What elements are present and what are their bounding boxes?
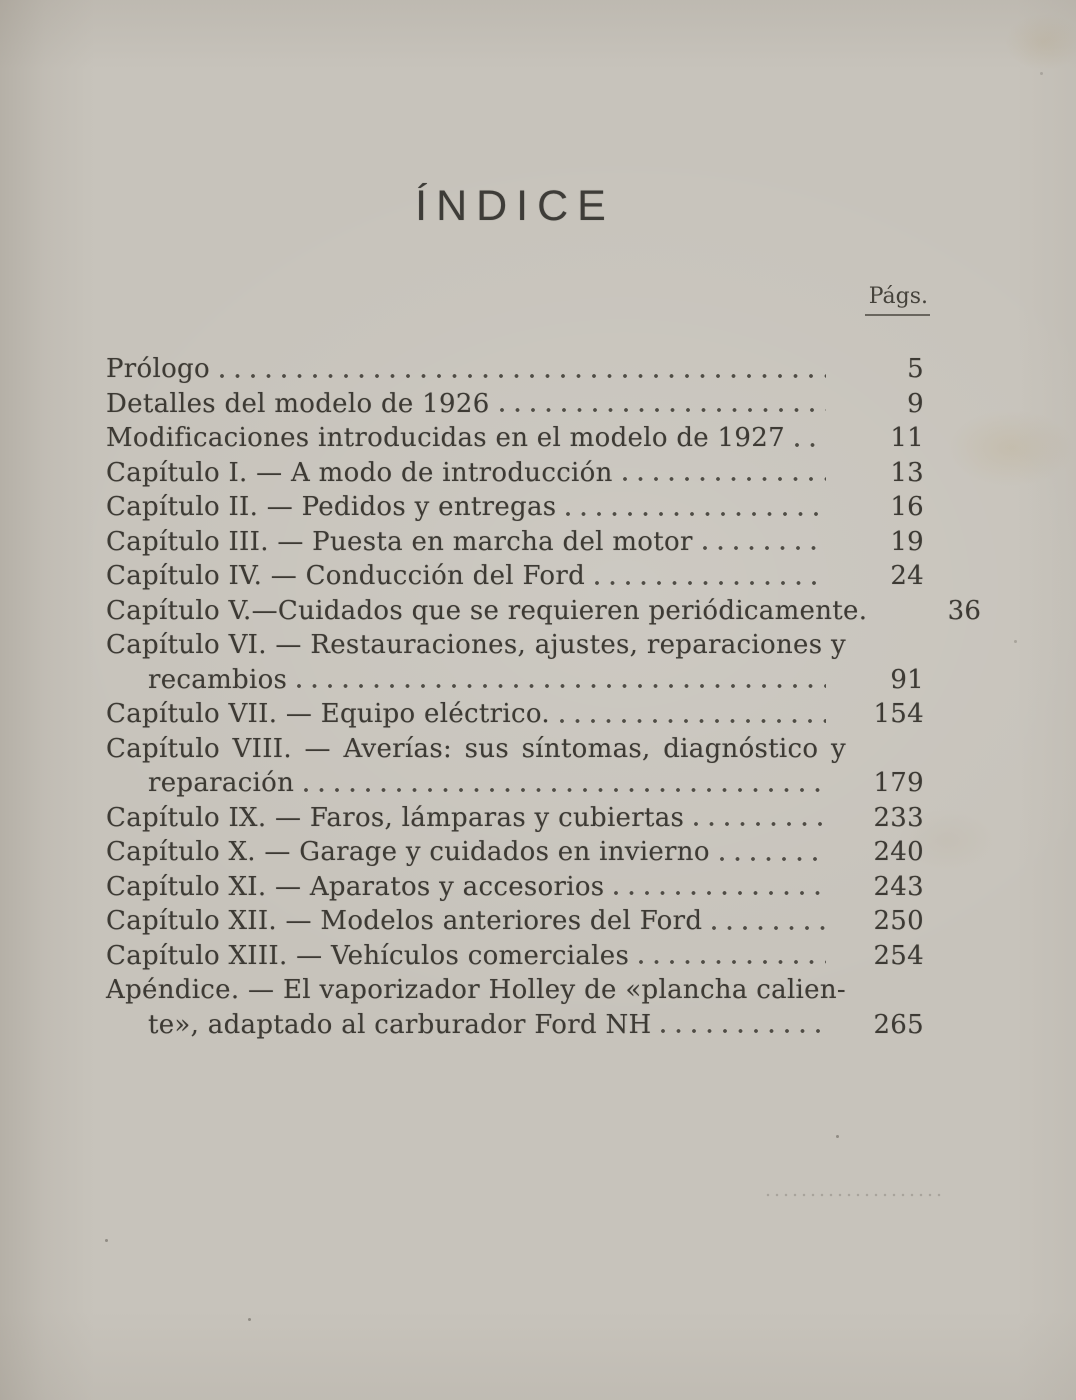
toc-entry-page: 179 xyxy=(873,768,924,798)
dot-leader xyxy=(304,786,826,793)
dot-leader xyxy=(614,889,826,896)
dot-leader xyxy=(661,1027,826,1034)
dot-leader xyxy=(595,579,826,586)
toc-entry-label: Capítulo IV. — Conducción del Ford xyxy=(106,561,586,591)
toc-entry-page: 24 xyxy=(890,561,924,591)
toc-entry xyxy=(106,490,928,525)
dot-leader xyxy=(560,717,826,724)
paper-speck xyxy=(1014,640,1017,643)
toc-entry-label: Capítulo VIII. — Averías: sus síntomas, diagnóstico y xyxy=(106,733,846,764)
paper-speck xyxy=(248,1318,251,1321)
toc-entry-label: te», adaptado al carburador Ford NH xyxy=(148,1009,652,1040)
toc-entry-continuation xyxy=(106,1008,928,1043)
toc-entry xyxy=(106,456,928,491)
toc-entry-label: Capítulo II. — Pedidos y entregas xyxy=(106,492,557,522)
dot-leader xyxy=(297,682,826,689)
toc-entry-page: 233 xyxy=(873,802,924,833)
dot-leader xyxy=(639,958,826,965)
toc-entry xyxy=(106,697,928,732)
dot-leader xyxy=(566,510,826,517)
toc-entry-page: 13 xyxy=(890,457,924,488)
toc-entry-label: Modificaciones introducidas en el modelo de 1927 xyxy=(106,423,785,453)
page-title: ÍNDICE xyxy=(415,182,615,230)
toc-entry-page: 16 xyxy=(890,492,924,522)
toc-entry-page: 250 xyxy=(873,906,924,936)
pages-column-header-label: Págs. xyxy=(865,284,930,316)
toc-entry-continuation xyxy=(106,766,928,801)
dot-leader xyxy=(220,372,826,379)
paper-speck xyxy=(836,1135,839,1138)
toc-entry xyxy=(106,835,928,870)
dot-leader xyxy=(500,406,826,413)
dot-leader xyxy=(623,475,826,482)
toc-entry xyxy=(106,904,928,939)
toc-entry xyxy=(106,352,928,387)
toc-entry xyxy=(106,870,928,905)
toc-entry-label: Capítulo V.—Cuidados que se requieren periódicamente. xyxy=(106,595,868,626)
toc-entry-page: 5 xyxy=(907,354,924,384)
table-of-contents xyxy=(106,352,982,1042)
toc-entry xyxy=(106,525,928,560)
toc-entry xyxy=(106,628,846,663)
toc-entry xyxy=(106,732,846,767)
toc-entry-label: Capítulo VII. — Equipo eléctrico. xyxy=(106,699,550,729)
toc-entry-label: Capítulo VI. — Restauraciones, ajustes, reparaciones y xyxy=(106,630,846,660)
toc-entry xyxy=(106,939,928,974)
dot-leader xyxy=(795,441,826,448)
toc-entry-label: Capítulo III. — Puesta en marcha del motor xyxy=(106,526,693,557)
paper-speck xyxy=(1040,72,1043,75)
toc-entry xyxy=(106,801,928,836)
toc-entry xyxy=(106,594,982,629)
dot-leader xyxy=(694,820,826,827)
toc-entry-label: Apéndice. — El vaporizador Holley de «plancha calien- xyxy=(106,975,846,1005)
dot-leader xyxy=(712,924,826,931)
toc-entry-page: 91 xyxy=(890,664,924,695)
toc-entry xyxy=(106,973,846,1008)
toc-entry-page: 36 xyxy=(947,595,982,626)
toc-entry-page: 265 xyxy=(873,1009,924,1040)
page-showthrough-mark xyxy=(766,1193,944,1197)
toc-entry-page: 254 xyxy=(873,940,924,971)
toc-entry-label: Capítulo XIII. — Vehículos comerciales xyxy=(106,940,630,971)
toc-entry-label: recambios xyxy=(148,664,288,695)
toc-entry-page: 243 xyxy=(873,871,924,902)
toc-entry xyxy=(106,387,928,422)
dot-leader xyxy=(703,544,826,551)
dot-leader xyxy=(720,855,826,862)
toc-entry-label: Capítulo X. — Garage y cuidados en invierno xyxy=(106,837,710,867)
toc-entry-label: Detalles del modelo de 1926 xyxy=(106,388,490,419)
toc-entry-label: Capítulo I. — A modo de introducción xyxy=(106,457,613,488)
toc-entry-label: Prólogo xyxy=(106,354,210,384)
dot-leader xyxy=(877,613,883,620)
toc-entry-label: Capítulo XI. — Aparatos y accesorios xyxy=(106,871,605,902)
toc-entry-page: 9 xyxy=(907,388,924,419)
toc-entry xyxy=(106,421,928,456)
toc-entry xyxy=(106,559,928,594)
toc-entry-page: 19 xyxy=(890,526,924,557)
toc-entry-label: reparación xyxy=(148,768,295,798)
pages-column-header xyxy=(106,284,930,316)
toc-entry-label: Capítulo IX. — Faros, lámparas y cubiertas xyxy=(106,802,685,833)
toc-entry-continuation xyxy=(106,663,928,698)
paper-speck xyxy=(105,1239,108,1242)
toc-entry-page: 11 xyxy=(890,423,924,453)
toc-entry-page: 240 xyxy=(873,837,924,867)
toc-entry-page: 154 xyxy=(873,699,924,729)
toc-entry-label: Capítulo XII. — Modelos anteriores del Ford xyxy=(106,906,703,936)
